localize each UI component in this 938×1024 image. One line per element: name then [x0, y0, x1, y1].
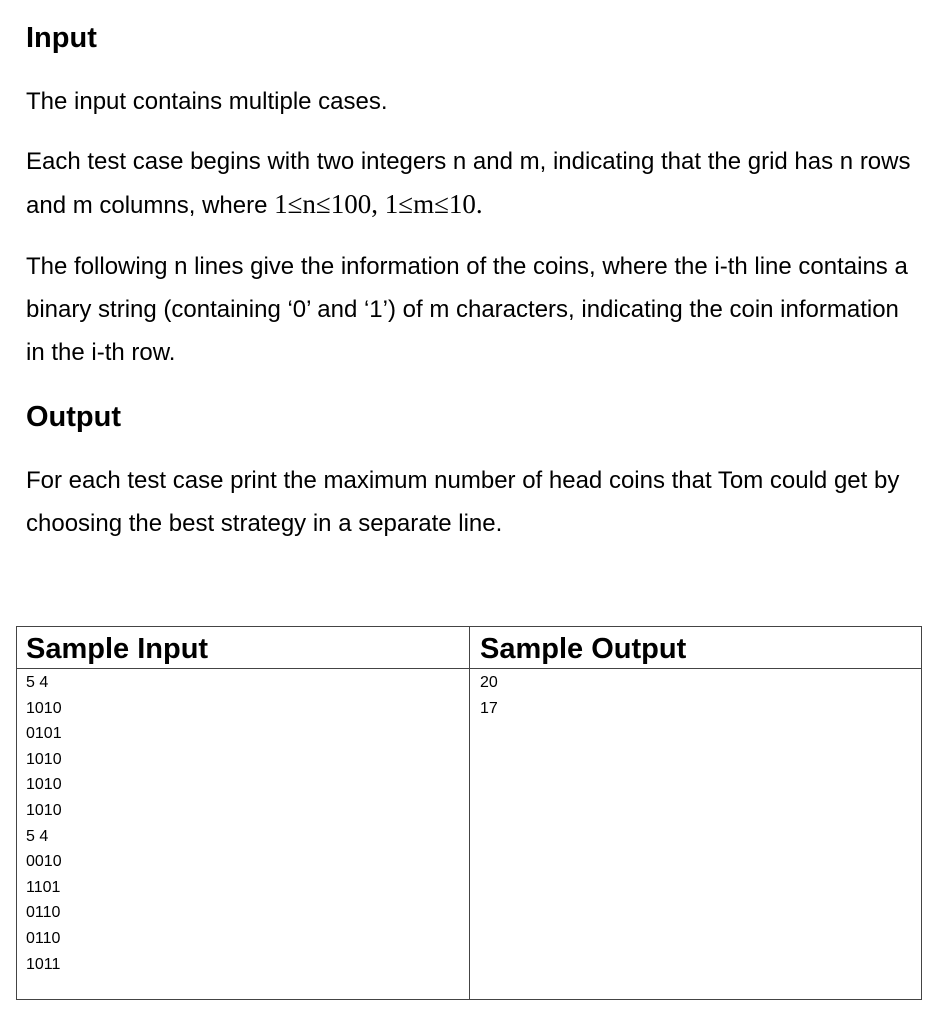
sample-input-line: 5 4: [26, 827, 49, 845]
input-paragraph-2: [26, 140, 916, 227]
sample-output-lines: [470, 669, 921, 721]
sample-output-line: 17: [480, 699, 498, 717]
input-heading: Input: [26, 22, 97, 54]
sample-input-line: 0101: [26, 725, 62, 743]
sample-input-column: [17, 627, 470, 999]
input-paragraph-3: The following n lines give the information of the coins, where the i-th line contains a binary string (containing ‘0’ and ‘1’) of m characters, indicating the coin information in the i-th row.: [26, 253, 908, 366]
sample-output-line: 20: [480, 674, 498, 691]
input-paragraph-2-text: Each test case begins with two integers n and m, indicating that the grid has n rows and m columns, where: [26, 148, 911, 219]
sample-output-column: [470, 627, 921, 999]
sample-input-line: 1010: [26, 776, 62, 794]
sample-input-line: 1101: [26, 878, 61, 896]
sample-input-line: 1010: [26, 801, 62, 819]
sample-input-line: 5 4: [26, 674, 49, 691]
sample-input-line: 0010: [26, 853, 62, 871]
sample-input-line: 0110: [26, 904, 61, 922]
sample-input-line: 1010: [26, 750, 62, 768]
sample-table: [16, 626, 922, 1000]
input-paragraph-1: The input contains multiple cases.: [26, 88, 388, 115]
sample-input-line: 0110: [26, 929, 61, 947]
sample-input-line: 1011: [26, 955, 61, 973]
sample-input-lines: [17, 669, 469, 977]
output-heading: Output: [26, 401, 122, 433]
sample-output-header: Sample Output: [470, 627, 921, 669]
constraints-math: 1≤n≤100, 1≤m≤10.: [274, 189, 483, 219]
output-paragraph-1: For each test case print the maximum number of head coins that Tom could get by choosing the best strategy in a separate line.: [26, 467, 900, 537]
sample-input-line: 1010: [26, 699, 62, 717]
sample-input-header: Sample Input: [17, 627, 469, 669]
